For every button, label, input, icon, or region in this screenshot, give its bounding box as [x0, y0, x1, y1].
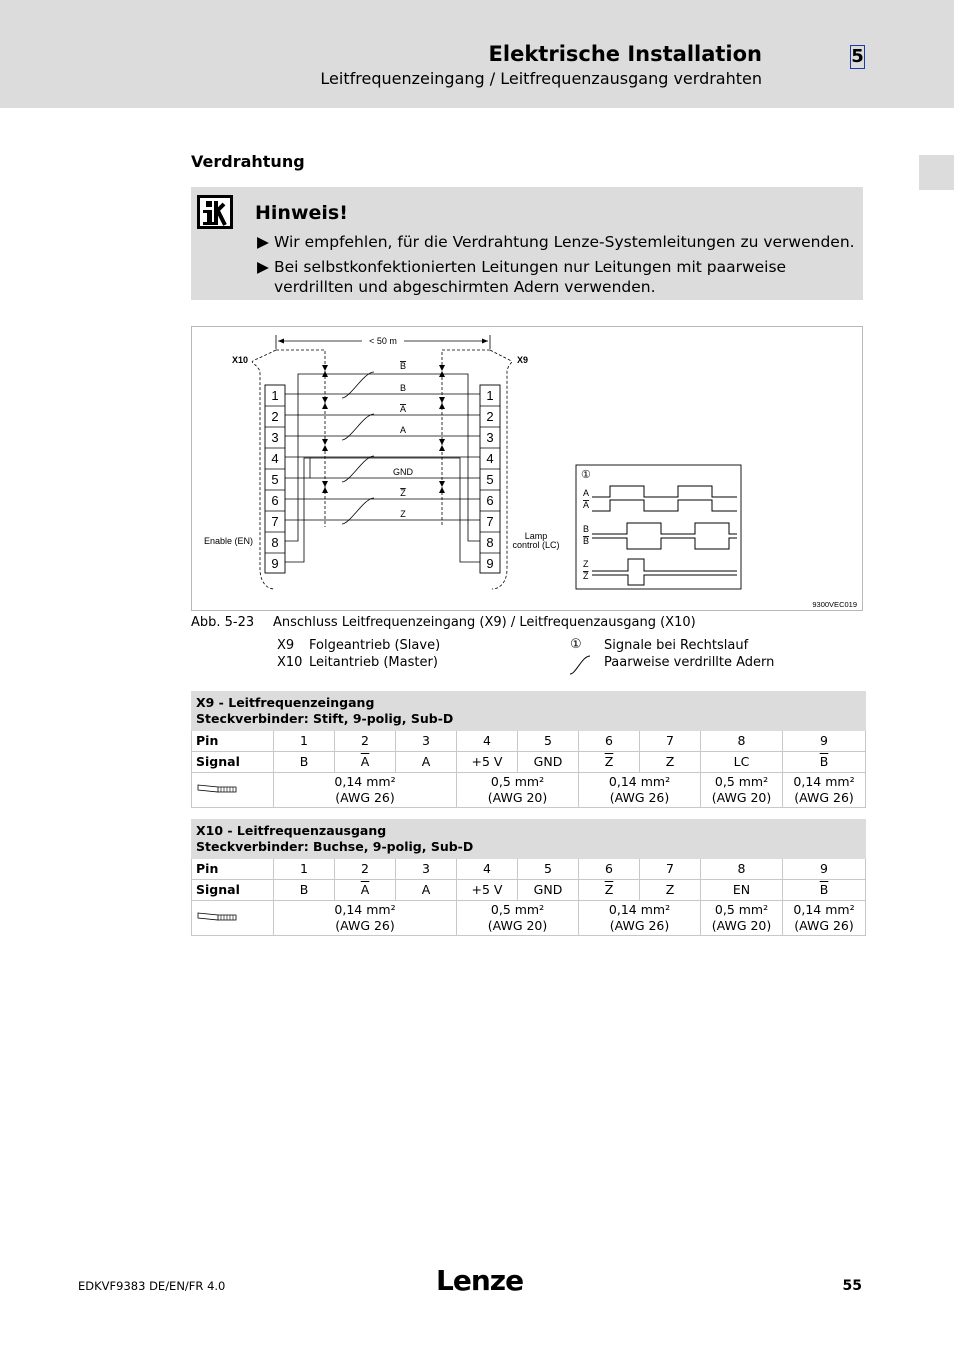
page-number: 55 [842, 1278, 862, 1294]
chapter-subtitle: Leitfrequenzeingang / Leitfrequenzausgang verdrahten [320, 69, 762, 88]
table-row: 0,14 mm² (AWG 26) 0,5 mm² (AWG 20) 0,14 mm² (AWG 26) 0,5 mm² (AWG 20) 0,14 mm² (AWG 26) [192, 773, 866, 808]
wire-label: Z [400, 509, 406, 519]
x9-pin-number: 6 [486, 493, 494, 508]
x9-pin-number: 7 [486, 514, 494, 529]
table-row: Pin 1 2 3 4 5 6 7 8 9 [192, 859, 866, 880]
legend-key: X10 [277, 655, 303, 670]
wire-label: Z [400, 488, 406, 498]
table-row: Signal B $\overline{A}$ A +5 V GND $\overline{Z}$ Z EN $\overline{B}$ [192, 880, 866, 901]
lamp-label: control (LC) [512, 540, 560, 550]
x9-pin-number: 9 [486, 556, 494, 571]
x10-pin-number: 4 [271, 451, 279, 466]
enable-label: Enable (EN) [204, 536, 254, 546]
x9-pin-number: 5 [486, 472, 494, 487]
table-header: X10 - Leitfrequenzausgang Steckverbinder: Buchse, 9-polig, Sub-D [192, 820, 866, 859]
x10-pin-number: 8 [271, 535, 279, 550]
table-row: 0,14 mm² (AWG 26) 0,5 mm² (AWG 20) 0,14 mm² (AWG 26) 0,5 mm² (AWG 20) 0,14 mm² (AWG 26) [192, 901, 866, 936]
note-box [191, 187, 863, 300]
legend-key: ① [570, 637, 582, 652]
cable-icon [196, 910, 238, 922]
table-header: X9 - Leitfrequenzeingang Steckverbinder: Stift, 9-polig, Sub-D [192, 692, 866, 731]
length-label: < 50 m [369, 336, 397, 346]
wire-label: GND [393, 467, 413, 477]
note-item: ▶ Bei selbstkonfektionierten Leitungen nur Leitungen mit paarweise verdrillten und abgeschirmten Adern verwenden. [257, 258, 787, 296]
wire-label: A [399, 425, 407, 435]
lamp-label: Lamp [524, 531, 548, 541]
side-tab [919, 155, 954, 190]
wire-label: B [399, 361, 407, 371]
info-icon [197, 195, 233, 229]
x9-pin-number: 3 [486, 430, 494, 445]
table-row: Signal B $\overline{A}$ A +5 V GND $\overline{Z}$ Z LC $\overline{B}$ [192, 752, 866, 773]
chapter-title: Elektrische Installation [488, 42, 762, 66]
signal-label: A [583, 488, 590, 498]
wiring-diagram [191, 326, 863, 611]
figure-ref: 9300VEC019 [812, 600, 857, 609]
signal-label: A [583, 500, 590, 510]
note-item: ▶ Wir empfehlen, für die Verdrahtung Lenze-Systemleitungen zu verwenden. [257, 233, 855, 251]
legend-text: Folgeantrieb (Slave) [309, 638, 441, 653]
wire-label: B [399, 383, 407, 393]
connector-x10-label: X10 [232, 355, 249, 365]
x10-pin-block [265, 385, 285, 573]
x9-pin-number: 8 [486, 535, 494, 550]
x10-pin-number: 6 [271, 493, 279, 508]
x10-pin-number: 1 [271, 388, 279, 403]
note-title: Hinweis! [255, 202, 348, 224]
connector-x9-label: X9 [517, 355, 529, 365]
x9-pin-table [191, 691, 866, 808]
legend-text: Leitantrieb (Master) [309, 655, 438, 670]
document-id: EDKVF9383 DE/EN/FR 4.0 [78, 1279, 226, 1293]
signal-marker: ① [581, 469, 591, 481]
caption-number: Abb. 5-23 [191, 615, 255, 630]
x10-pin-table [191, 819, 866, 936]
arrow-right-icon: ▶ [257, 233, 269, 251]
signal-label: B [583, 536, 590, 546]
header-band [0, 0, 954, 108]
legend-text: Signale bei Rechtslauf [604, 638, 749, 653]
cable-icon [196, 782, 238, 794]
signal-timing-diagram [576, 465, 741, 589]
wire-label: A [399, 404, 407, 414]
caption-text: Anschluss Leitfrequenzeingang (X9) / Leitfrequenzausgang (X10) [273, 615, 696, 630]
x10-pin-number: 2 [271, 409, 279, 424]
x9-pin-number: 4 [486, 451, 494, 466]
x9-pin-block [480, 385, 500, 573]
twisted-pair-icon [568, 654, 592, 676]
x10-pin-number: 9 [271, 556, 279, 571]
legend-text: Paarweise verdrillte Adern [604, 655, 775, 670]
x10-pin-number: 5 [271, 472, 279, 487]
x10-pin-number: 3 [271, 430, 279, 445]
x9-pin-number: 2 [486, 409, 494, 424]
table-row: Pin 1 2 3 4 5 6 7 8 9 [192, 731, 866, 752]
chapter-number[interactable]: 5 [851, 46, 864, 67]
signal-label: B [583, 524, 590, 534]
signal-label: Z [583, 559, 589, 569]
x10-pin-number: 7 [271, 514, 279, 529]
lenze-logo: Lenze [436, 1264, 524, 1297]
x9-pin-number: 1 [486, 388, 494, 403]
legend-key: X9 [277, 638, 295, 653]
arrow-right-icon: ▶ [257, 258, 269, 276]
signal-label: Z [583, 571, 589, 581]
section-title: Verdrahtung [191, 152, 305, 171]
